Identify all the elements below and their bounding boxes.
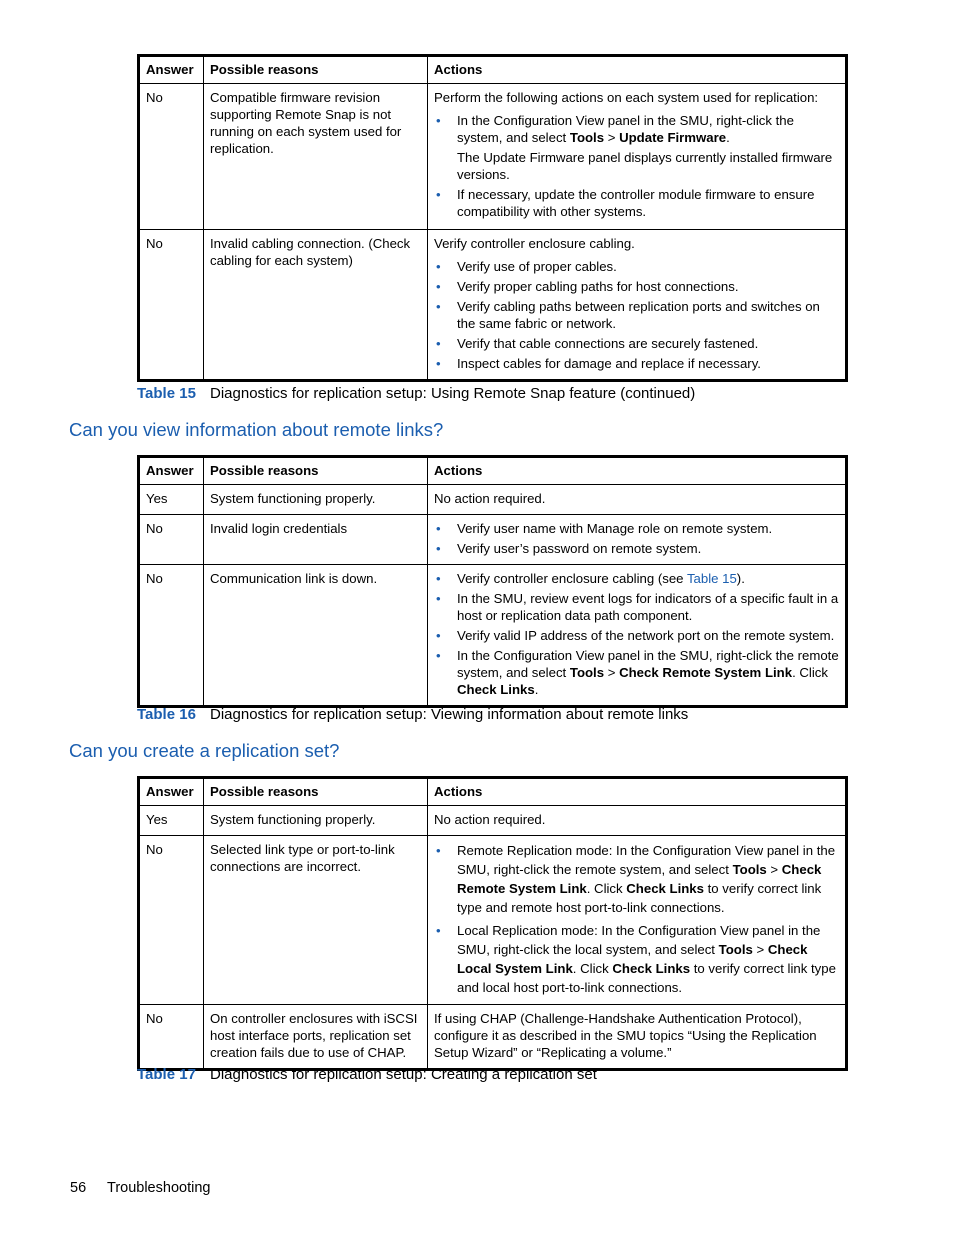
caption-text: Diagnostics for replication setup: Using Remote Snap feature (continued)	[210, 385, 696, 402]
answer-cell: No	[139, 230, 204, 381]
table-15-caption	[137, 385, 695, 402]
list-item: • Verify valid IP address of the network port on the remote system.	[434, 627, 840, 644]
caption-label: Table 15	[137, 385, 196, 402]
header-actions: Actions	[428, 457, 847, 485]
table-header-row	[139, 457, 847, 485]
answer-cell: Yes	[139, 806, 204, 836]
answer-cell: No	[139, 1005, 204, 1070]
list-item: • Inspect cables for damage and replace if necessary.	[434, 355, 840, 372]
list-item: • Verify user’s password on remote system.	[434, 540, 840, 557]
actions-cell: If using CHAP (Challenge-Handshake Authentication Protocol), configure it as described in the SMU topics “Using the Replication Setup Wizard” or “Replicating a volume.”	[428, 1005, 847, 1070]
bullet-list	[434, 841, 840, 997]
reason-cell: Selected link type or port-to-link connections are incorrect.	[204, 836, 428, 1005]
header-actions: Actions	[428, 778, 847, 806]
table-row	[139, 515, 847, 565]
table-row	[139, 836, 847, 1005]
answer-cell: No	[139, 836, 204, 1005]
header-answer: Answer	[139, 457, 204, 485]
actions-cell	[428, 565, 847, 707]
header-possible-reasons: Possible reasons	[204, 778, 428, 806]
bullet-note: The Update Firmware panel displays currently installed firmware versions.	[457, 150, 833, 182]
table-row	[139, 84, 847, 230]
list-item: • Verify use of proper cables.	[434, 258, 840, 275]
actions-lead: Perform the following actions on each system used for replication:	[434, 90, 819, 105]
header-possible-reasons: Possible reasons	[204, 457, 428, 485]
list-item: • In the Configuration View panel in the SMU, right-click the remote system, and select Tools > Check Remote System Link. Click Check Links.	[434, 647, 840, 698]
table-16	[137, 455, 848, 708]
section-heading-remote-links: Can you view information about remote links?	[69, 419, 444, 440]
reason-cell: Invalid cabling connection. (Check cabling for each system)	[204, 230, 428, 381]
header-possible-reasons: Possible reasons	[204, 56, 428, 84]
table-row	[139, 806, 847, 836]
table-row	[139, 1005, 847, 1070]
list-item: • Verify that cable connections are securely fastened.	[434, 335, 840, 352]
actions-lead: Verify controller enclosure cabling.	[434, 236, 635, 251]
reason-cell: On controller enclosures with iSCSI host interface ports, replication set creation fails due to use of CHAP.	[204, 1005, 428, 1070]
section-heading-replication-set: Can you create a replication set?	[69, 740, 340, 761]
actions-cell: No action required.	[428, 485, 847, 515]
bullet-list	[434, 520, 840, 557]
reason-cell: System functioning properly.	[204, 806, 428, 836]
reason-cell: Compatible firmware revision supporting Remote Snap is not running on each system used for replication.	[204, 84, 428, 230]
answer-cell: No	[139, 515, 204, 565]
list-item: • If necessary, update the controller module firmware to ensure compatibility with other systems.	[434, 186, 840, 220]
list-item: • Verify proper cabling paths for host connections.	[434, 278, 840, 295]
table-15-link[interactable]: Table 15	[686, 571, 737, 586]
reason-cell: Communication link is down.	[204, 565, 428, 707]
table-row	[139, 485, 847, 515]
bullet-list	[434, 570, 840, 698]
list-item: • Verify cabling paths between replication ports and switches on the same fabric or network.	[434, 298, 840, 332]
actions-cell	[428, 515, 847, 565]
table-17	[137, 776, 848, 1071]
list-item: • In the SMU, review event logs for indicators of a specific fault in a host or replication data path component.	[434, 590, 840, 624]
caption-label: Table 16	[137, 706, 196, 723]
actions-cell: No action required.	[428, 806, 847, 836]
list-item: • Local Replication mode: In the Configuration View panel in the SMU, right-click the local system, and select Tools > Check Local System Link. Click Check Links to verify correct link type and local host port-to-link connections.	[434, 921, 840, 997]
actions-cell	[428, 84, 847, 230]
actions-cell	[428, 836, 847, 1005]
table-15	[137, 54, 848, 382]
page-number: 56	[70, 1180, 87, 1196]
list-item: • Verify user name with Manage role on remote system.	[434, 520, 840, 537]
page-footer	[70, 1180, 210, 1196]
caption-text: Diagnostics for replication setup: Viewing information about remote links	[210, 706, 689, 723]
list-item: • Remote Replication mode: In the Configuration View panel in the SMU, right-click the remote system, and select Tools > Check Remote System Link. Click Check Links to verify correct link type and remote host port-to-link connections.	[434, 841, 840, 917]
table-row	[139, 565, 847, 707]
table-16-caption	[137, 706, 688, 723]
table-row	[139, 230, 847, 381]
table-17-caption	[137, 1066, 597, 1083]
reason-cell: Invalid login credentials	[204, 515, 428, 565]
header-answer: Answer	[139, 56, 204, 84]
caption-label: Table 17	[137, 1066, 196, 1083]
bullet-list	[434, 112, 840, 220]
table-header-row	[139, 778, 847, 806]
bullet-list	[434, 258, 840, 372]
actions-cell	[428, 230, 847, 381]
header-answer: Answer	[139, 778, 204, 806]
header-actions: Actions	[428, 56, 847, 84]
reason-cell: System functioning properly.	[204, 485, 428, 515]
footer-section: Troubleshooting	[107, 1180, 211, 1196]
list-item: • In the Configuration View panel in the SMU, right-click the system, and select Tools > Update Firmware. The Update Firmware panel displays currently installed firmware versions.	[434, 112, 840, 183]
answer-cell: No	[139, 565, 204, 707]
answer-cell: Yes	[139, 485, 204, 515]
answer-cell: No	[139, 84, 204, 230]
list-item: • Verify controller enclosure cabling (see Table 15).	[434, 570, 840, 587]
caption-text: Diagnostics for replication setup: Creating a replication set	[210, 1066, 597, 1083]
table-header-row	[139, 56, 847, 84]
